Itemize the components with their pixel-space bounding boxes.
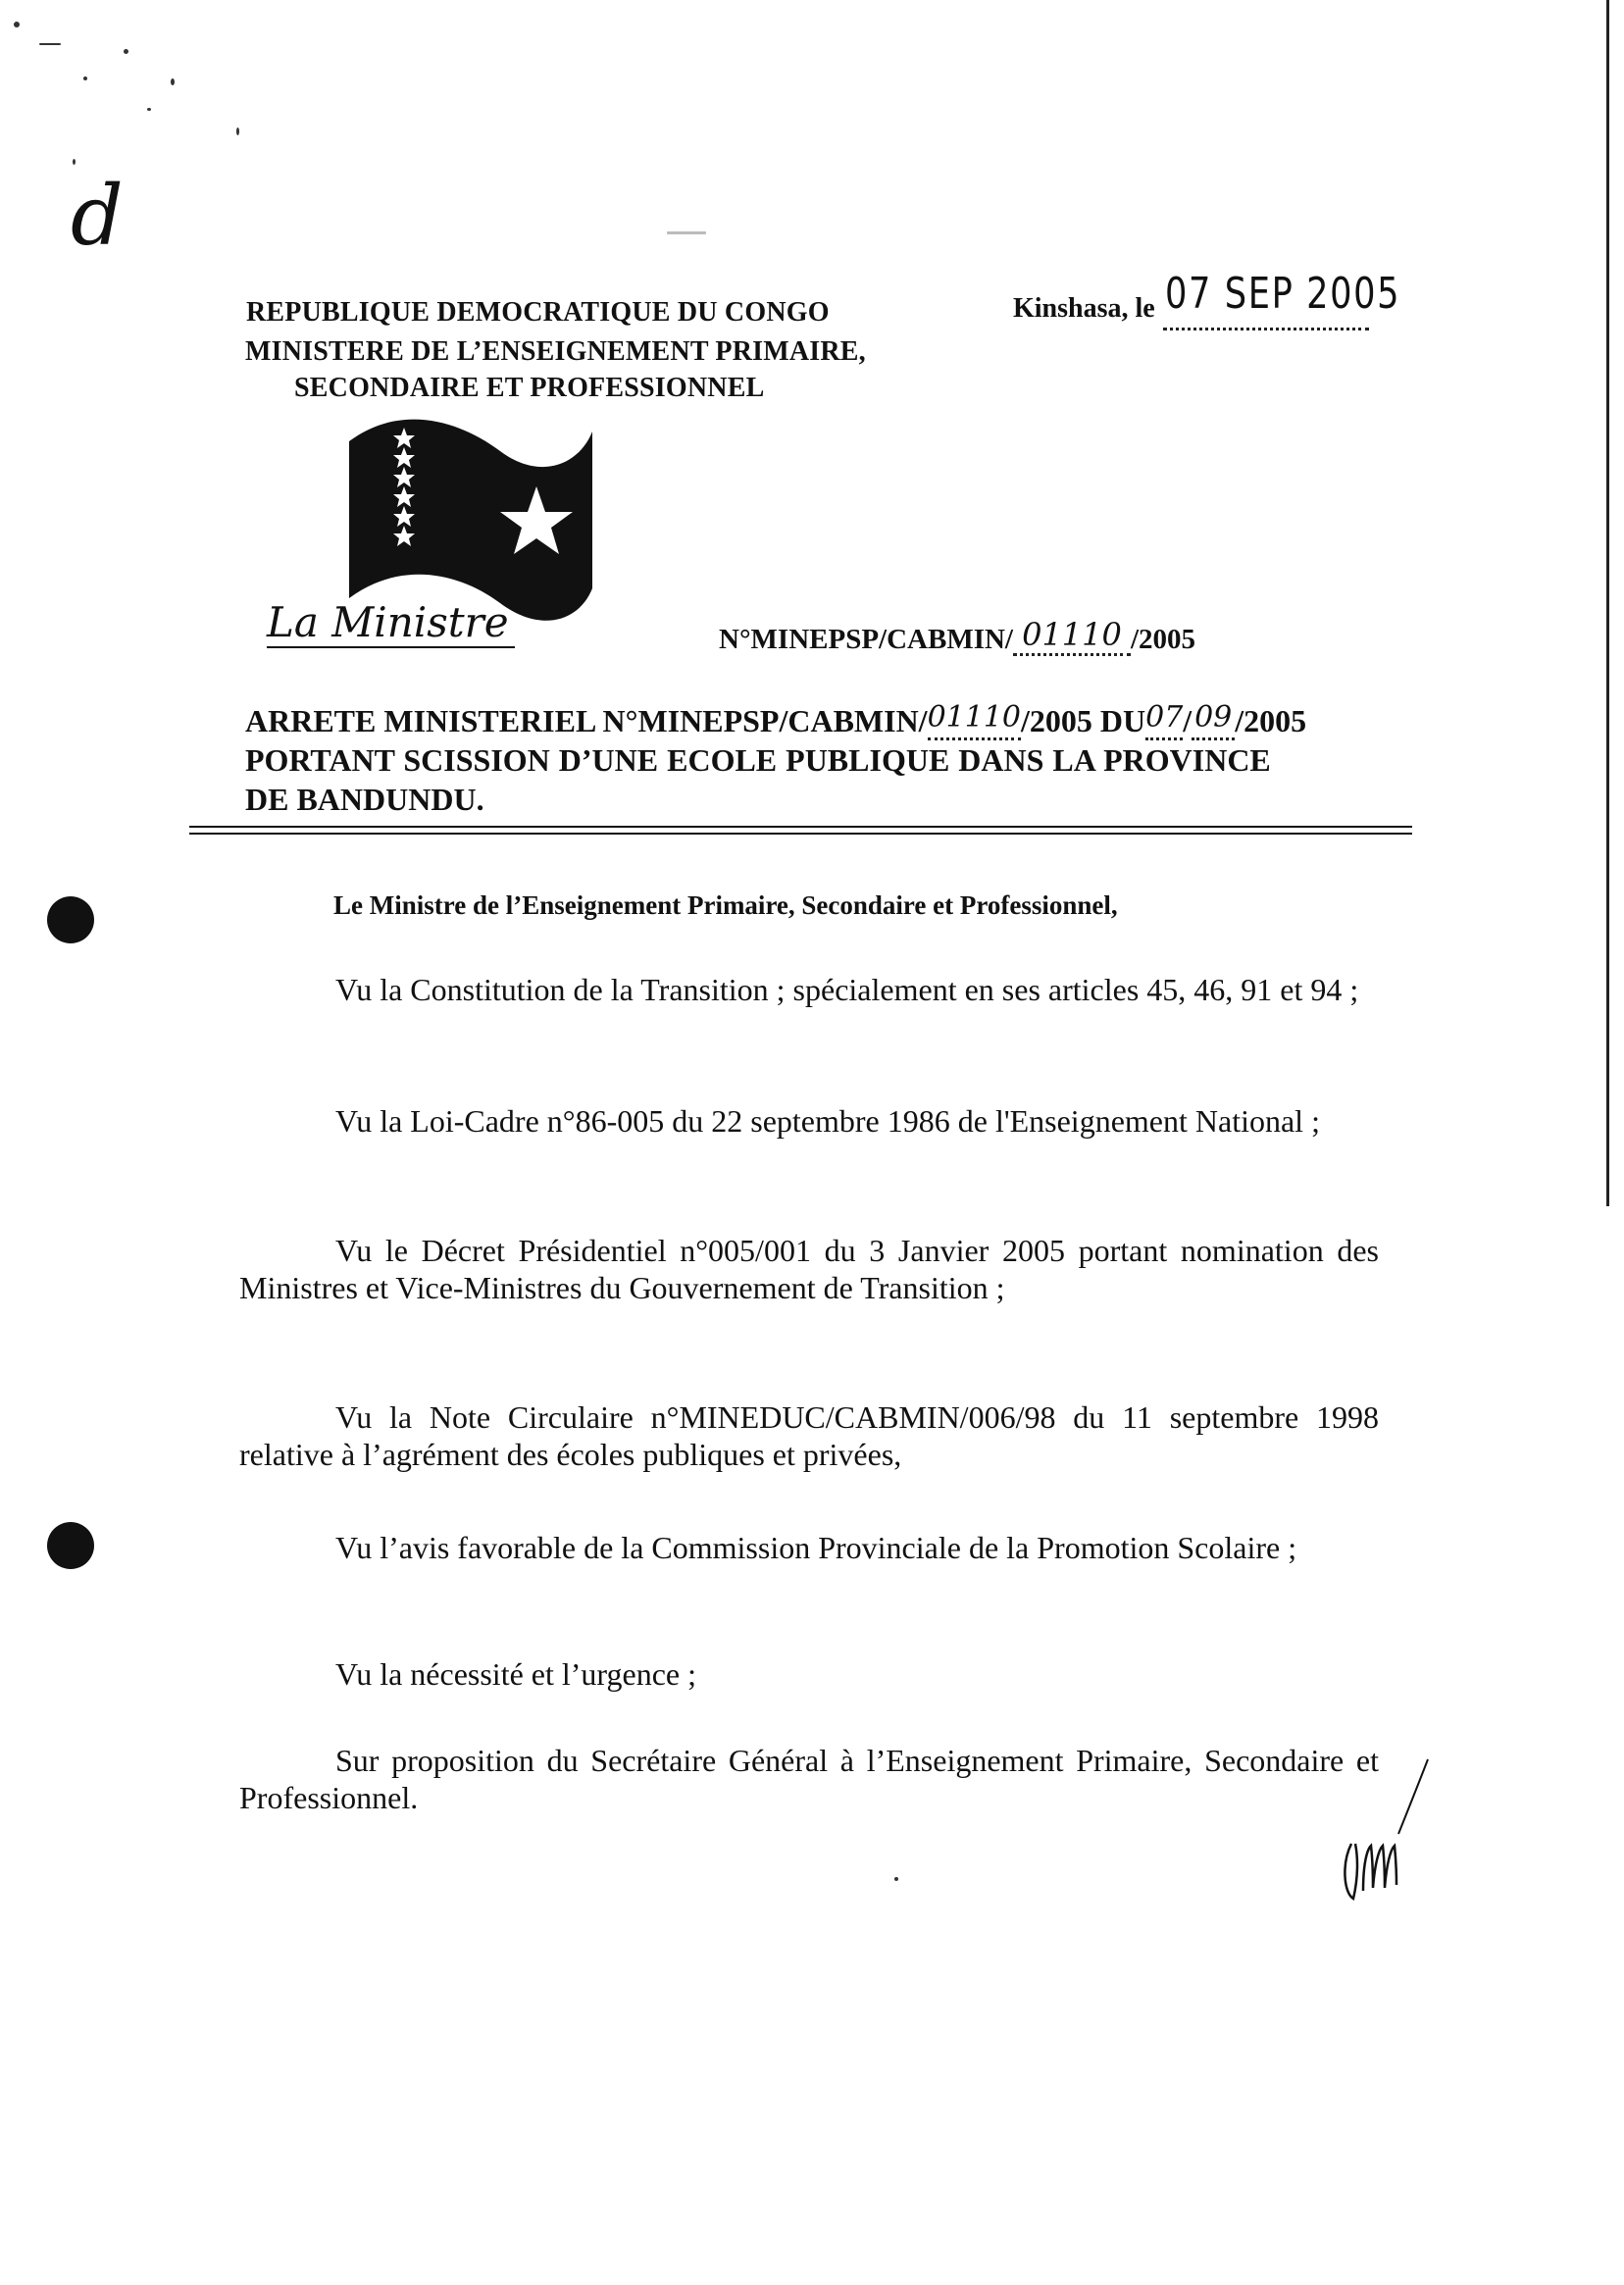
- paragraph-loi-cadre: [239, 1102, 1379, 1140]
- title-year: /2005: [1235, 703, 1307, 738]
- title-handwritten-day: 07: [1145, 698, 1183, 740]
- paragraph-text: Vu la nécessité et l’urgence ;: [335, 1656, 696, 1692]
- scan-speck: [73, 159, 76, 165]
- title-rule-bottom: [189, 833, 1412, 835]
- title-mid: /2005 DU: [1021, 703, 1146, 738]
- scan-speck: [236, 127, 239, 135]
- header-ministry-line2: SECONDAIRE ET PROFESSIONNEL: [294, 373, 765, 403]
- scan-speck: [147, 108, 151, 111]
- decree-title: [245, 698, 1306, 819]
- scan-speck: [14, 22, 20, 27]
- paragraph-text: Sur proposition du Secrétaire Général à l’Enseignement Primaire, Secondaire et Professionnel.: [239, 1743, 1379, 1815]
- scan-speck: [171, 78, 175, 85]
- paragraph-proposition: [239, 1742, 1379, 1816]
- title-handwritten-number: 01110: [928, 698, 1021, 740]
- place-label: Kinshasa, le: [1013, 293, 1155, 324]
- paragraph-necessite: [239, 1655, 1379, 1693]
- paragraph-avis: [239, 1529, 1379, 1566]
- decree-intro: Le Ministre de l’Enseignement Primaire, Secondaire et Professionnel,: [333, 890, 1118, 920]
- reference-handwritten-number: 01110: [1013, 616, 1131, 656]
- signatory-label: La Ministre: [267, 598, 515, 648]
- scan-speck: [667, 231, 706, 234]
- punch-hole: [47, 1522, 94, 1569]
- paragraph-decret: [239, 1232, 1379, 1306]
- paragraph-constitution: [239, 971, 1379, 1008]
- title-handwritten-month: 09: [1192, 698, 1235, 740]
- initials-paraphe: [1330, 1755, 1438, 1903]
- paragraph-text: Vu la Note Circulaire n°MINEDUC/CABMIN/006/98 du 11 septembre 1998 relative à l’agrément des écoles publiques et privées,: [239, 1399, 1379, 1472]
- title-rule-top: [189, 826, 1412, 828]
- flag-emblem: [343, 412, 598, 628]
- scan-speck: [124, 49, 128, 54]
- scan-speck: [894, 1877, 898, 1881]
- header-ministry-line1: MINISTERE DE L’ENSEIGNEMENT PRIMAIRE,: [245, 336, 866, 367]
- reference-suffix: /2005: [1130, 624, 1196, 655]
- scan-speck: [83, 76, 87, 80]
- paragraph-text: Vu la Loi-Cadre n°86-005 du 22 septembre 1986 de l'Enseignement National ;: [335, 1103, 1320, 1139]
- paragraph-text: Vu le Décret Présidentiel n°005/001 du 3 Janvier 2005 portant nomination des Ministres et Vice-Ministres du Gouvernement de Transition ;: [239, 1233, 1379, 1305]
- title-line2: PORTANT SCISSION D’UNE ECOLE PUBLIQUE DANS LA PROVINCE: [245, 742, 1271, 778]
- reference-number: [719, 616, 1195, 656]
- reference-prefix: N°MINEPSP/CABMIN/: [719, 624, 1013, 655]
- title-separator: /: [1183, 703, 1193, 738]
- paragraph-note-circulaire: [239, 1398, 1379, 1473]
- date-line: [1013, 269, 1400, 330]
- scan-edge-line: [1606, 0, 1609, 1206]
- paragraph-text: Vu la Constitution de la Transition ; spécialement en ses articles 45, 46, 91 et 94 ;: [335, 972, 1359, 1007]
- paragraph-text: Vu l’avis favorable de la Commission Provinciale de la Promotion Scolaire ;: [335, 1530, 1297, 1565]
- title-prefix: ARRETE MINISTERIEL N°MINEPSP/CABMIN/: [245, 703, 928, 738]
- date-stamp: 07 SEP 2005: [1164, 269, 1400, 319]
- title-line3: DE BANDUNDU.: [245, 782, 484, 817]
- punch-hole: [47, 896, 94, 943]
- date-field: [1163, 269, 1400, 330]
- header-country: REPUBLIQUE DEMOCRATIQUE DU CONGO: [246, 297, 830, 328]
- scan-speck: [39, 43, 61, 45]
- margin-initial: d: [71, 168, 124, 264]
